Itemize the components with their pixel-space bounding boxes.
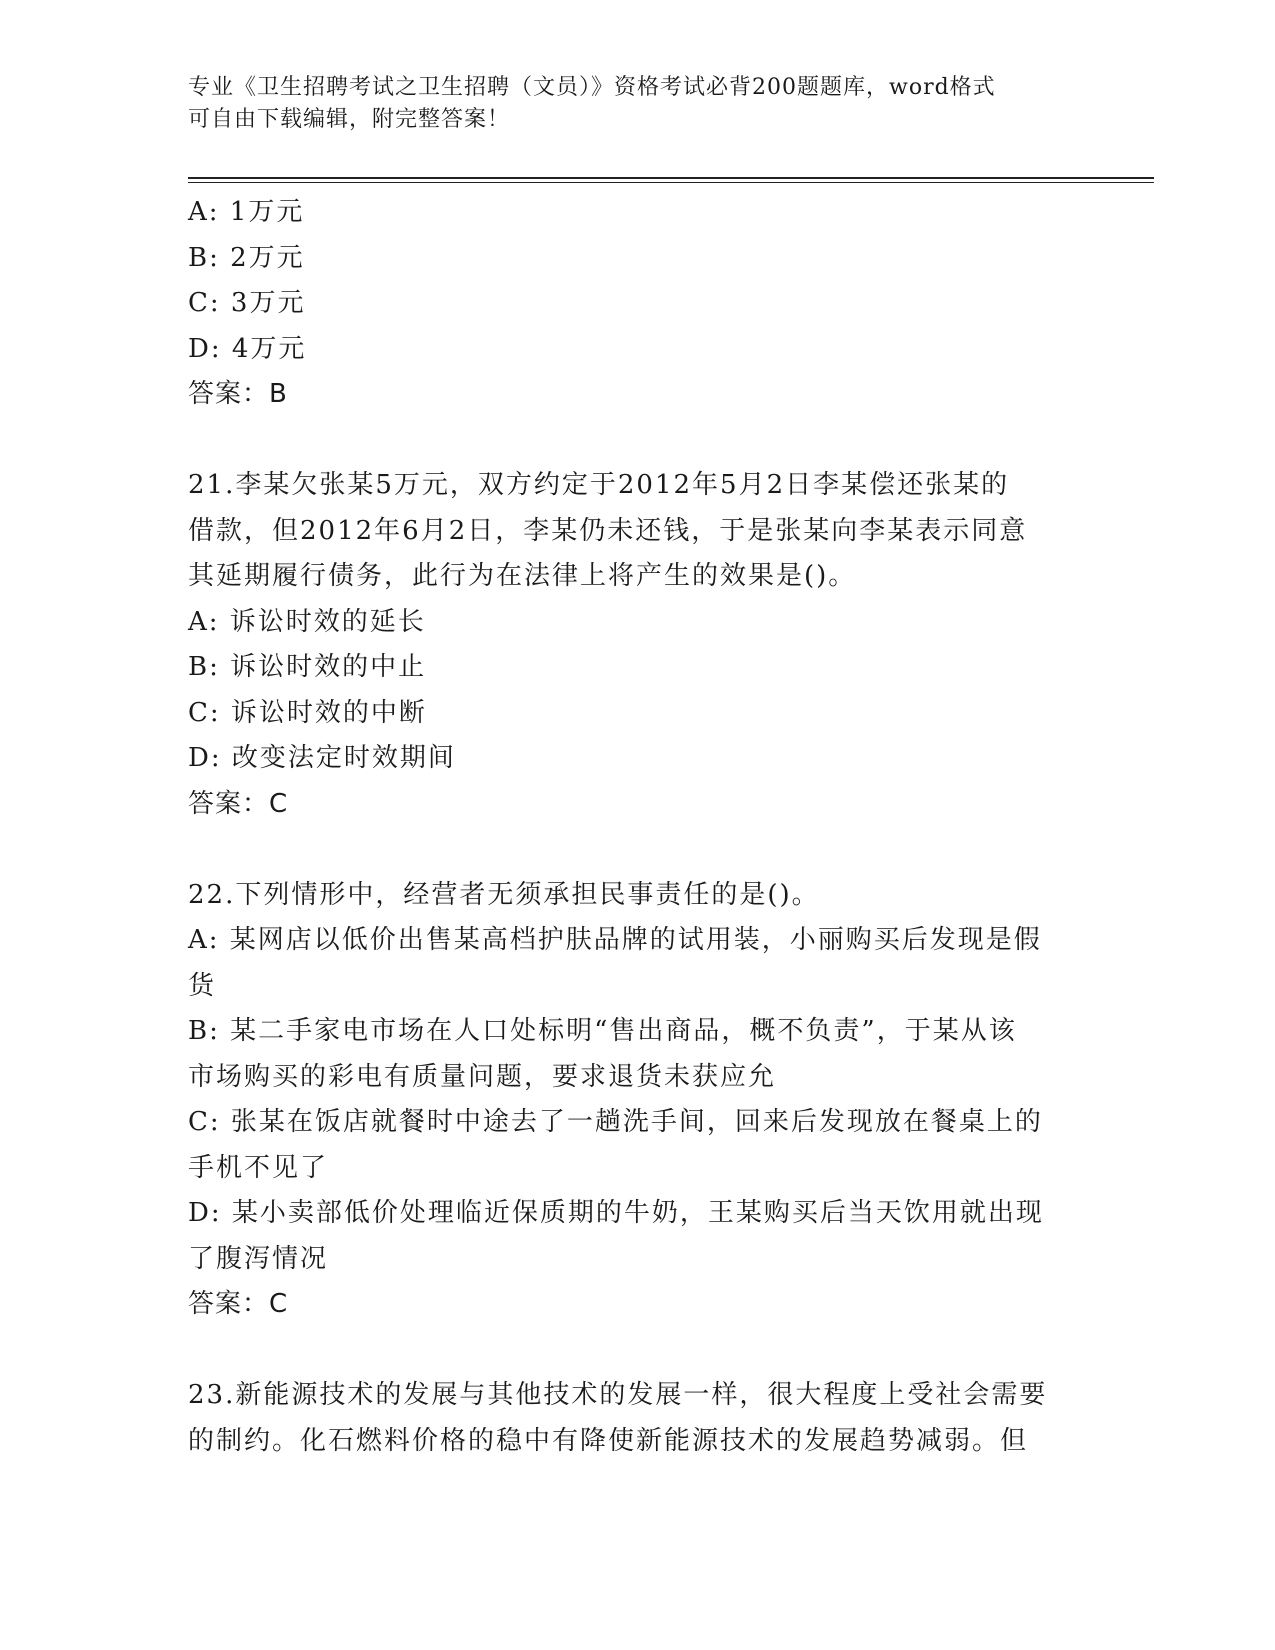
- question-block: [188, 463, 1078, 827]
- header-line: 专业《卫生招聘考试之卫生招聘（文员）》资格考试必背200题题库，word格式: [188, 75, 996, 100]
- question-block: [188, 1373, 1078, 1464]
- question-block: [188, 873, 1078, 1328]
- option-d: D: 改变法定时效期间: [188, 743, 456, 773]
- option-d: D: 4万元: [188, 333, 307, 364]
- document-header: [188, 72, 1068, 136]
- question-stem: 22.下列情形中，经营者无须承担民事责任的是()。: [188, 879, 820, 910]
- document-body: [188, 190, 1078, 1464]
- question-stem: 的制约。化石燃料价格的稳中有降使新能源技术的发展趋势减弱。但: [188, 1425, 1029, 1456]
- option-b: B: 诉讼时效的中止: [188, 652, 427, 682]
- question-stem: 23.新能源技术的发展与其他技术的发展一样，很大程度上受社会需要: [188, 1380, 1048, 1410]
- header-line: 可自由下载编辑，附完整答案！: [188, 107, 511, 132]
- option-a: A: 某网店以低价出售某高档护肤品牌的试用装，小丽购买后发现是假: [188, 925, 1042, 955]
- option-d: D: 某小卖部低价处理临近保质期的牛奶，王某购买后当天饮用就出现: [188, 1198, 1044, 1228]
- option-c: C: 诉讼时效的中断: [188, 697, 427, 728]
- option-b: B: 2万元: [188, 242, 305, 273]
- option-c: C: 张某在饭店就餐时中途去了一趟洗手间，回来后发现放在餐桌上的: [188, 1107, 1043, 1137]
- option-a: A: 诉讼时效的延长: [188, 606, 426, 637]
- header-rule: [188, 177, 1154, 179]
- option-c-cont: 手机不见了: [188, 1152, 329, 1183]
- option-a-cont: 货: [188, 970, 217, 1001]
- option-c: C: 3万元: [188, 288, 306, 318]
- question-stem: 借款，但2012年6月2日，李某仍未还钱，于是张某向李某表示同意: [188, 515, 1028, 546]
- option-b-cont: 市场购买的彩电有质量问题，要求退货未获应允: [188, 1061, 777, 1092]
- header-rule-thin: [188, 182, 1154, 183]
- option-d-cont: 了腹泻情况: [188, 1243, 329, 1274]
- answer: 答案：B: [188, 379, 288, 409]
- option-a: A: 1万元: [188, 197, 305, 227]
- answer: 答案：C: [188, 1289, 289, 1319]
- option-b: B: 某二手家电市场在人口处标明“售出商品，概不负责”，于某从该: [188, 1016, 1017, 1046]
- question-stem: 21.李某欠张某5万元，双方约定于2012年5月2日李某偿还张某的: [188, 470, 1010, 500]
- question-stem: 其延期履行债务，此行为在法律上将产生的效果是()。: [188, 561, 857, 591]
- question-block: [188, 190, 1078, 418]
- answer: 答案：C: [188, 788, 289, 819]
